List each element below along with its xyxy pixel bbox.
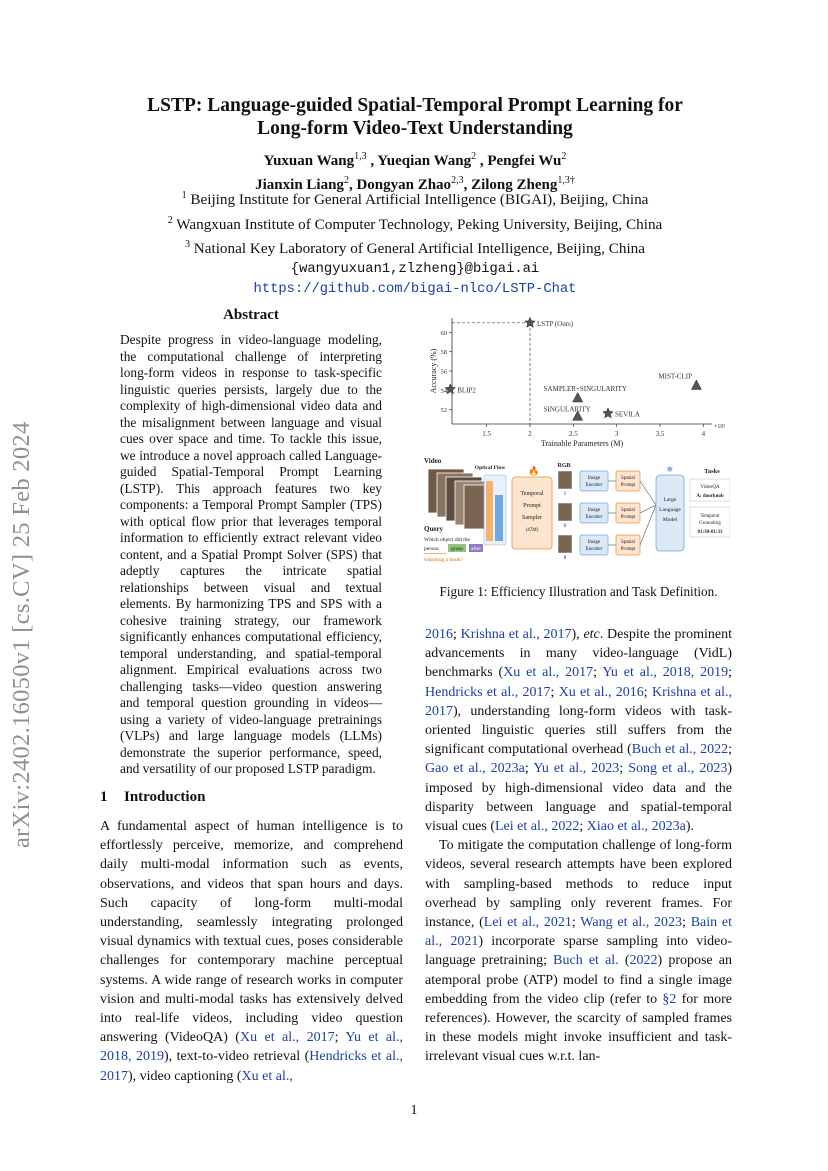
affil-mark: 1 xyxy=(181,190,187,201)
citation-link[interactable]: Hendricks et al., 2017 xyxy=(425,684,551,700)
abstract-text: Despite progress in video-language modeling, the computational challenge of interpreting long-form videos in response to task-specific linguistic queries persists, largely due to the complexity of high-dimensional video data and the misalignment between language and visual cues over space and time. To tackle this issue, we introduce a novel approach called Language-guided Spatial-Temporal Prompt Learning (LSTP). This approach features two key components: a Temporal Prompt Sampler (TPS) with optical flow prior that leverages temporal information to efficiently extract relevant video content, and a Spatial Prompt Solver (SPS) that adeptly captures the intricate spatial relationships between visual and textual elements. By harmonizing TPS and SPS with a cohesive training strategy, our framework significantly enhances computational efficiency, temporal understanding, and spatial-temporal alignment. Empirical evaluations across two challenging tasks—video question answering and temporal question grounding in videos—using a variety of video-language pretrainings (VLPs) and large language models (LLMs) demonstrate the superior performance, speed, and versatility of our proposed LSTP paradigm. xyxy=(120,332,382,776)
temporal-prompt-sampler-box xyxy=(512,477,552,549)
llm-label: Model xyxy=(662,517,678,523)
x-tick-label: 1.5 xyxy=(482,430,492,438)
x-tick-label: 3 xyxy=(614,430,619,438)
body-text: ; xyxy=(728,665,733,681)
data-point-label: BLIP2 xyxy=(457,386,476,395)
videoqa-answer: A: doorknob xyxy=(696,494,724,499)
arrow-connector xyxy=(640,481,656,505)
citation-link[interactable]: Buch et al. xyxy=(553,953,619,969)
citation-link[interactable]: §2 xyxy=(662,991,677,1007)
citation-link[interactable]: 2016 xyxy=(425,627,453,642)
arrow-connector xyxy=(640,505,656,545)
citation-link[interactable]: Lei et al., 2021 xyxy=(483,915,572,931)
fire-icon: 🔥 xyxy=(528,467,540,477)
citation-link[interactable]: Buch et al., 2022 xyxy=(631,742,729,758)
body-text: ; xyxy=(593,665,603,681)
body-text: ) propose an atemporal probe (ATP) model to find a single image embedding from the video clip (refer to xyxy=(425,953,733,1007)
body-text: . Despite the prominent advancements in many video-language (VidL) benchmarks ( xyxy=(425,627,733,681)
title-line-2: Long-form Video-Text Understanding xyxy=(257,118,573,139)
body-text: for more references). However, the scarcity of sampled frames in these models might invoke insufficient and task-irrelevant visual cues w.r.t. lan- xyxy=(425,991,732,1065)
author-name: Yuxuan Wang xyxy=(263,153,355,169)
affiliation-1 xyxy=(90,186,740,211)
spatial-prompt-label: Spatial xyxy=(621,540,635,545)
body-text: ; xyxy=(453,627,461,642)
temporal-grounding-time: 01:30-01:33 xyxy=(697,530,723,535)
frame-index: 8 xyxy=(563,556,567,561)
affil-text: National Key Laboratory of General Artificial Intelligence, Beijing, China xyxy=(189,240,646,258)
temporal-grounding-label: Grounding xyxy=(699,521,721,526)
author-affil-mark: 2 xyxy=(561,151,567,162)
author-name: , Pengfei Wu xyxy=(476,153,562,169)
spatial-prompt-label: Prompt xyxy=(620,515,636,520)
section-number: 1 xyxy=(100,789,108,805)
affiliation-3 xyxy=(90,235,740,260)
citation-link[interactable]: Xu et al., 2017 xyxy=(239,1030,335,1046)
italic-text: etc xyxy=(583,627,600,642)
data-point-label: SEVILA xyxy=(615,410,640,419)
citation-link[interactable]: Xu et al., 2016 xyxy=(558,684,644,700)
body-text: ; xyxy=(643,684,652,700)
body-text: ) imposed by high-dimensional video data and the disparity between language and spatial-temporal visual cues ( xyxy=(425,761,733,835)
data-point-triangle xyxy=(691,380,701,390)
affil-text: Beijing Institute for General Artificial Intelligence (BIGAI), Beijing, China xyxy=(186,191,649,209)
intro-paragraph-continued xyxy=(425,625,732,836)
page-number: 1 xyxy=(410,1103,418,1118)
body-text: ), text-to-video retrieval ( xyxy=(164,1049,310,1065)
y-tick-label: 60 xyxy=(440,329,447,337)
body-text: ; xyxy=(550,684,559,700)
spatial-prompt-box xyxy=(616,503,640,523)
body-text: ; xyxy=(619,761,629,777)
x-tick-label: 4 xyxy=(701,430,706,438)
y-tick-label: 52 xyxy=(440,407,447,415)
image-encoder-label: Encoder xyxy=(585,515,603,520)
body-text: ( xyxy=(618,953,630,969)
flow-bar-blue xyxy=(495,495,503,541)
large-language-model-box xyxy=(656,475,684,551)
spatial-prompt-box xyxy=(616,535,640,555)
citation-link[interactable]: Lei et al., 2022 xyxy=(494,819,580,835)
query-text: Which object did the xyxy=(424,537,470,543)
rgb-frame xyxy=(558,535,572,553)
tps-label: Temporal xyxy=(520,491,544,497)
citation-link[interactable]: Xu et al., xyxy=(241,1068,293,1084)
y-tick-label: 56 xyxy=(440,368,447,376)
body-text: ; xyxy=(334,1030,346,1046)
body-text: A fundamental aspect of human intelligence is to effortlessly perceive, memorize, and comprehend daily multi-modal information such as events, observations, and videos that span hours and days. Such capacity of long-form multi-modal understanding, seamlessly integrating prolonged visual dynamics with textual cues, poses considerable challenges for contemporary machine perceptual systems. A wide range of research works in computer vision and multi-modal tasks has extensively delved into real-life videos, including video question answering (VideoQA) ( xyxy=(100,819,403,1046)
temporal-grounding-label: Temporal xyxy=(700,514,720,519)
data-point-label: LSTP (Ours) xyxy=(537,319,574,328)
image-encoder-label: Image xyxy=(587,540,601,545)
citation-link[interactable]: Xiao et al., 2023a xyxy=(586,819,686,835)
llm-label: Language xyxy=(659,507,681,513)
body-text: ), understanding long-form videos with task-oriented linguistic queries still suffers from the significant computational overhead ( xyxy=(425,703,732,758)
body-text: ; xyxy=(682,915,691,931)
image-encoder-box xyxy=(580,471,608,491)
videoqa-label: VideoQA xyxy=(700,485,720,490)
tps-label: (47M) xyxy=(525,528,539,533)
image-encoder-box xyxy=(580,535,608,555)
intro-right-column xyxy=(425,625,732,1067)
image-encoder-label: Image xyxy=(587,476,601,481)
rgb-label: RGB xyxy=(557,463,571,469)
abstract-heading: Abstract xyxy=(223,307,279,323)
flow-bar-orange xyxy=(486,481,493,541)
section-title: Introduction xyxy=(124,789,206,805)
image-encoder-box xyxy=(580,503,608,523)
spatial-prompt-label: Prompt xyxy=(620,483,636,488)
lstp-pipeline-diagram xyxy=(412,455,730,585)
author-name: Jianxin Liang xyxy=(255,177,344,193)
arxiv-identifier-stamp: arXiv:2402.16050v1 [cs.CV] 25 Feb 2024 xyxy=(8,421,35,848)
optical-flow-label: Optical Flow xyxy=(474,465,506,471)
spatial-prompt-box xyxy=(616,471,640,491)
data-point-label: SAMPLER+SINGULARITY xyxy=(543,384,627,393)
spatial-prompt-label: Prompt xyxy=(620,547,636,552)
author-affil-mark: 2 xyxy=(471,151,477,162)
affil-text: Wangxuan Institute of Computer Technology, Peking University, Beijing, China xyxy=(172,215,663,233)
citation-link[interactable]: Yu et al., 2018, 2019 xyxy=(100,1030,404,1065)
tasks-label: Tasks xyxy=(704,468,720,475)
x-axis-multiplier: ×10² xyxy=(714,424,726,430)
intro-paragraph-2 xyxy=(425,836,732,1066)
x-axis-title: Trainable Parameters (M) xyxy=(540,439,624,448)
query-text: after xyxy=(470,546,482,552)
query-text: watching a book? xyxy=(424,557,463,563)
citation-link[interactable]: Bain et al., 2021 xyxy=(425,915,732,950)
author-affil-mark: 1,3† xyxy=(557,175,575,186)
query-label: Query xyxy=(424,525,444,533)
y-axis-title: Accuracy (%) xyxy=(429,348,438,394)
rgb-frame xyxy=(558,503,572,521)
author-affil-mark: 1,3 xyxy=(354,151,367,162)
author-affil-mark: 2 xyxy=(343,175,349,186)
body-text: To mitigate the computation challenge of long-form videos, several research attempts have been explored with sampling-based methods to reduce input overhead by sampling only reverent frames. For instance, ( xyxy=(425,838,732,931)
body-text: ; xyxy=(728,742,732,758)
code-repository-link[interactable]: https://github.com/bigai-nlco/LSTP-Chat xyxy=(253,282,577,298)
image-encoder-label: Encoder xyxy=(585,483,603,488)
affiliation-block xyxy=(90,186,740,301)
paper-title xyxy=(90,94,740,140)
x-tick-label: 2.5 xyxy=(568,430,578,438)
y-tick-label: 58 xyxy=(440,349,447,357)
figure-caption: Figure 1: Efficiency Illustration and Task Definition. xyxy=(439,584,718,599)
body-text: ), xyxy=(571,627,584,642)
citation-link[interactable]: Yu et al., 2018, 2019 xyxy=(602,665,729,681)
affil-mark: 2 xyxy=(167,214,173,226)
section-heading-introduction xyxy=(100,789,400,806)
spatial-prompt-label: Spatial xyxy=(621,508,635,513)
image-encoder-label: Image xyxy=(587,508,601,513)
affil-mark: 3 xyxy=(184,239,190,251)
data-point-star xyxy=(603,408,613,418)
frame-index: 1 xyxy=(563,492,567,497)
data-point-triangle xyxy=(573,392,583,402)
author-affil-mark: 2,3 xyxy=(451,175,464,186)
author-name: , Yueqian Wang xyxy=(366,153,472,169)
tps-label: Prompt xyxy=(523,503,541,509)
data-point-label: MIST-CLIP xyxy=(658,372,692,381)
author-name: , Zilong Zheng xyxy=(463,177,558,193)
snowflake-icon: ❄ xyxy=(666,465,674,474)
video-label: Video xyxy=(424,457,442,465)
frame-index: 6 xyxy=(563,524,567,529)
x-tick-label: 2 xyxy=(528,430,532,438)
body-text: ; xyxy=(571,915,581,931)
citation-link[interactable]: Xu et al., 2017 xyxy=(503,665,594,681)
query-text: person xyxy=(424,546,439,552)
affiliation-2 xyxy=(90,211,740,236)
citation-link[interactable]: Krishna et al., 2017 xyxy=(425,684,733,719)
efficiency-scatter-chart xyxy=(412,310,730,450)
body-text: ; xyxy=(579,819,587,835)
title-line-1: LSTP: Language-guided Spatial-Temporal Prompt Learning for xyxy=(147,95,683,116)
citation-link[interactable]: Song et al., 2023 xyxy=(628,761,728,777)
body-text: ; xyxy=(524,761,534,777)
contact-email[interactable]: {wangyuxuan1,zlzheng}@bigai.ai xyxy=(290,261,540,277)
intro-paragraph-1 xyxy=(100,817,403,1086)
rgb-frame xyxy=(558,471,572,489)
citation-link[interactable]: Wang et al., 2023 xyxy=(580,915,683,931)
citation-link[interactable]: Hendricks et al., 2017 xyxy=(100,1049,404,1084)
body-text: ), video captioning ( xyxy=(128,1068,242,1084)
figure-1 xyxy=(412,310,730,585)
image-encoder-label: Encoder xyxy=(585,547,603,552)
llm-label: Large xyxy=(663,497,677,503)
y-tick-label: 54 xyxy=(440,387,447,395)
citation-link[interactable]: Yu et al., 2023 xyxy=(533,761,620,777)
query-highlight-orange xyxy=(424,553,446,554)
body-text: ). xyxy=(685,819,695,835)
citation-link[interactable]: 2022 xyxy=(629,953,658,969)
body-text: ) incorporate sparse sampling into video-language pretraining; xyxy=(425,934,732,969)
citation-link[interactable]: Krishna et al., 2017 xyxy=(460,627,572,642)
author-name: , Dongyan Zhao xyxy=(348,177,452,193)
tps-label: Sampler xyxy=(522,515,542,521)
query-text: grasp xyxy=(451,546,463,552)
citation-link[interactable]: Gao et al., 2023a xyxy=(425,761,525,777)
x-tick-label: 3.5 xyxy=(655,430,665,438)
data-point-label: SINGULARITY xyxy=(543,405,591,414)
author-line-1 xyxy=(90,147,740,171)
spatial-prompt-label: Spatial xyxy=(621,476,635,481)
